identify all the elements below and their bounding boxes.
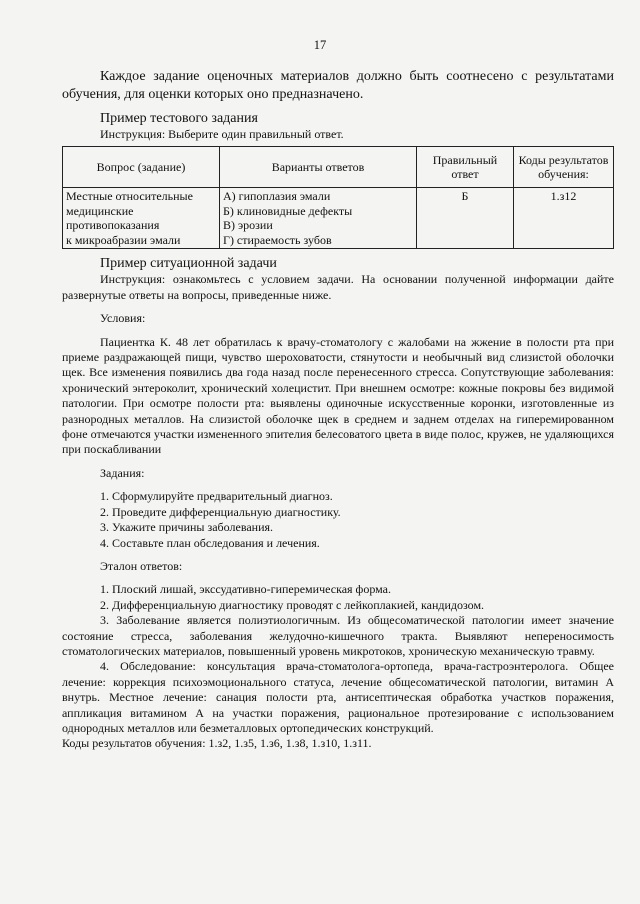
question-line: Местные относительные	[66, 189, 193, 204]
option-b: Б) клиновидные дефекты	[223, 203, 353, 218]
header-codes: Коды результатов обучения:	[514, 147, 614, 188]
list-item: 2. Проведите дифференциальную диагностику.	[100, 504, 341, 519]
test-instruction: Инструкция: Выберите один правильный ответ.	[100, 127, 344, 141]
cell-question	[63, 188, 220, 249]
list-item: 3. Укажите причины заболевания.	[100, 520, 274, 535]
test-table	[62, 146, 614, 249]
page-content	[62, 68, 614, 752]
conditions-label: Условия:	[100, 311, 146, 326]
table-header-row	[63, 147, 614, 188]
answer-item: 1. Плоский лишай, экссудативно-гиперемическая форма.	[100, 582, 391, 597]
header-answer: Правильный ответ	[417, 147, 514, 188]
header-question: Вопрос (задание)	[63, 147, 220, 188]
cell-answer: Б	[417, 188, 514, 249]
option-c: В) эрозии	[223, 218, 273, 233]
page-number: 17	[313, 38, 327, 52]
list-item: 1. Сформулируйте предварительный диагноз.	[100, 489, 333, 504]
option-d: Г) стираемость зубов	[223, 232, 332, 247]
question-line: медицинские	[66, 203, 134, 218]
cell-options	[220, 188, 417, 249]
cell-codes: 1.з12	[514, 188, 614, 249]
answer-item: 4. Обследование: консультация врача-стоматолога-ортопеда, врача-гастроэнтеролога. Общее лечение: коррекция психоэмоционального статуса, лечение общесоматической патологии, витамин А внутрь. Местное лечение: санация полости рта, антисептическая обработка участков поражения, аппликация витамином А на участки поражения, рациональное протезирование с использованием однородных металлов или безметалловых ортопедических конструкций.	[62, 659, 614, 735]
situation-instruction: Инструкция: ознакомьтесь с условием задачи. На основании полученной информации дайте развернутые ответы на вопросы, приведенные ниже.	[62, 272, 614, 302]
codes-line: Коды результатов обучения: 1.з2, 1.з5, 1.з6, 1.з8, 1.з10, 1.з11.	[62, 736, 372, 751]
situation-heading: Пример ситуационной задачи	[100, 256, 277, 272]
option-a: А) гипоплазия эмали	[223, 189, 331, 204]
tasks-list	[100, 489, 614, 551]
question-line: к микроабразии эмали	[66, 232, 181, 247]
answer-item: 3. Заболевание является полиэтиологичным. Из общесоматической патологии имеет значение состояние стресса, заболевания желудочно-кишечного тракта. Выявляют непереносимость стоматологических материалов, повышенный уровень микротоков, хроническую механическую травму.	[62, 613, 614, 658]
intro-paragraph: Каждое задание оценочных материалов должно быть соотнесено с результатами обучения, для оценки которых оно предназначено.	[62, 69, 614, 102]
question-line: противопоказания	[66, 218, 160, 233]
list-item: 4. Составьте план обследования и лечения.	[100, 535, 320, 550]
conditions-text: Пациентка К. 48 лет обратилась к врачу-стоматологу с жалобами на жжение в полости рта при приеме раздражающей пищи, чувство шероховатости, стянутости и необычный вид слизистой оболочки щек. Все изменения появились два года назад после перенесенного стресса. Сопутствующие заболевания: хронический энтероколит, хронический холецистит. При внешнем осмотре: кожные покровы без видимой патологии. При осмотре полости рта: выявлены одиночные искусственные коронки, изготовленные из разнородных металлов. На слизистой оболочке щек в среднем и заднем отделах на гиперемированном фоне отмечаются участки измененного эпителия белесоватого цвета в виде полос, кружев, не удаляющихся при поскабливании	[62, 334, 614, 457]
answers-label: Эталон ответов:	[100, 558, 183, 573]
header-options: Варианты ответов	[220, 147, 417, 188]
test-heading: Пример тестового задания	[100, 111, 258, 126]
answer-item: 2. Дифференциальную диагностику проводят с лейкоплакией, кандидозом.	[100, 597, 485, 612]
table-row	[63, 188, 614, 249]
tasks-label: Задания:	[100, 465, 145, 480]
